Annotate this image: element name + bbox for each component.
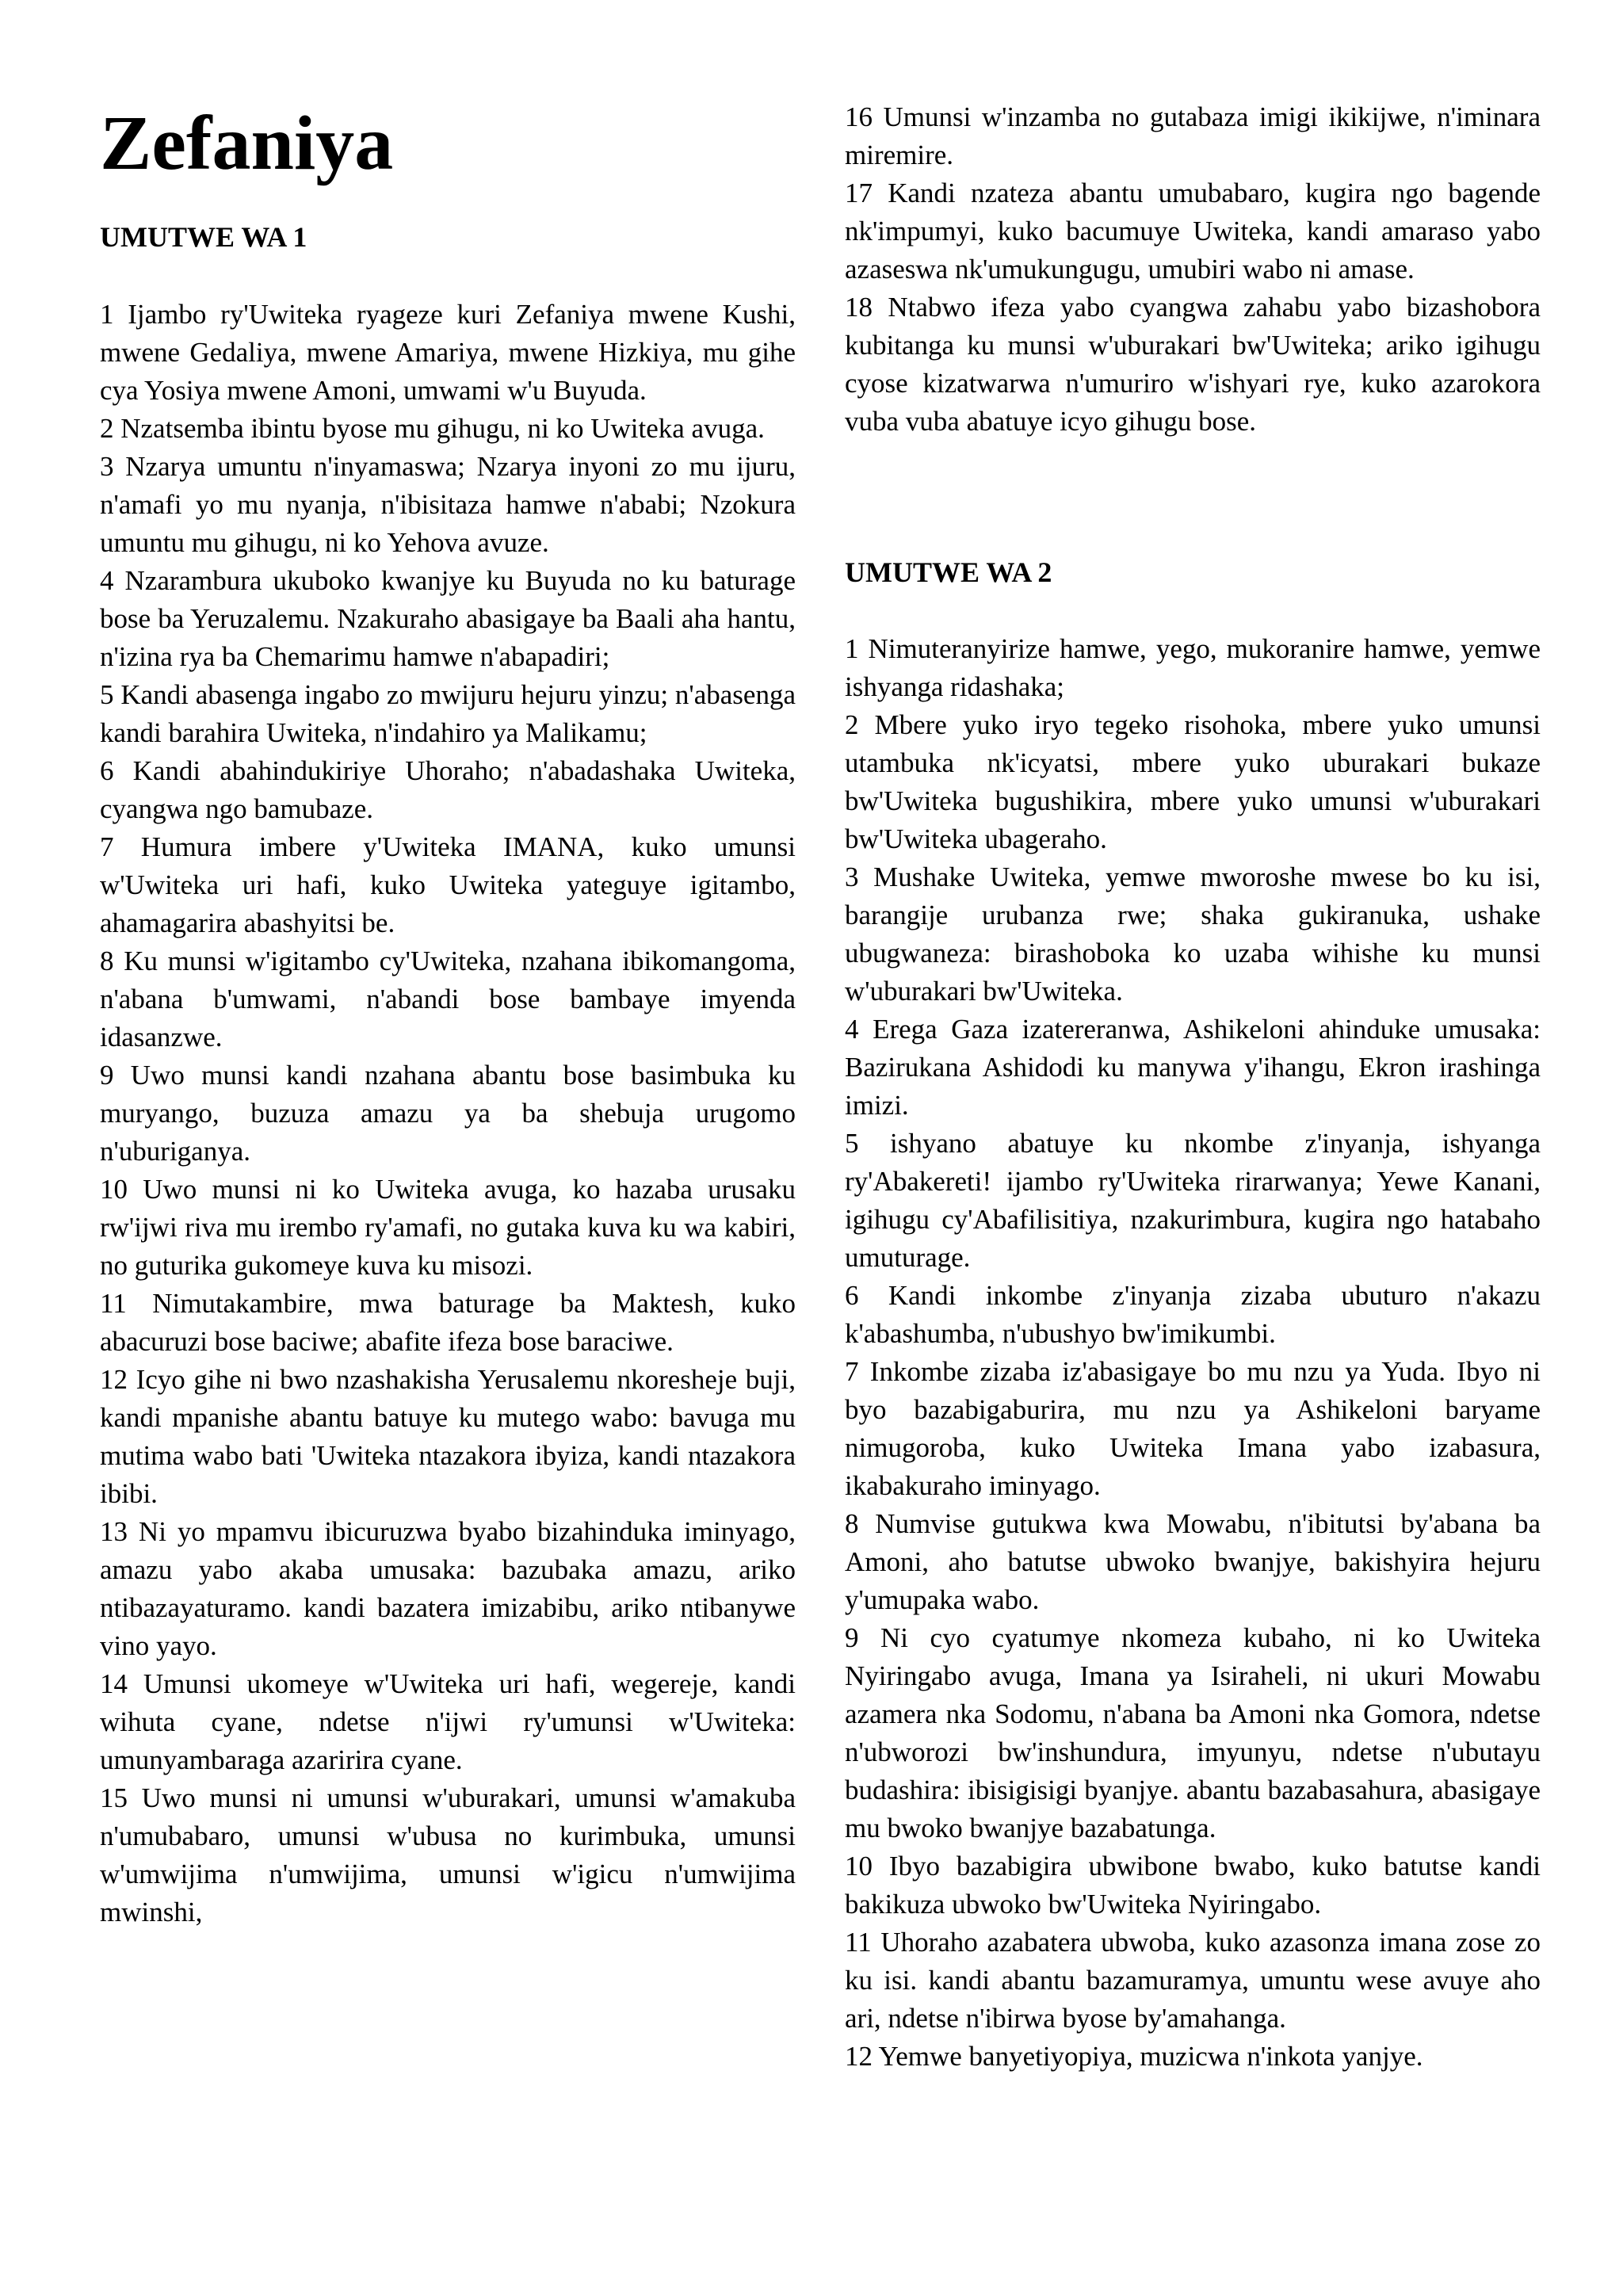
verse: 6 Kandi abahindukiriye Uhoraho; n'abadashaka Uwiteka, cyangwa ngo bamubaze.	[100, 755, 796, 824]
verse: 6 Kandi inkombe z'inyanja zizaba ubuturo n'akazu k'abashumba, n'ubushyo bw'imikumbi.	[845, 1280, 1541, 1349]
verse: 3 Mushake Uwiteka, yemwe mworoshe mwese bo ku isi, barangije urubanza rwe; shaka gukiranuka, ushake ubugwaneza: birashoboka ko uzaba wihishe ku munsi w'uburakari bw'Uwiteka.	[845, 861, 1541, 1007]
verse: 10 Uwo munsi ni ko Uwiteka avuga, ko hazaba urusaku rw'ijwi riva mu irembo ry'amafi, no gutaka kuva ku wa kabiri, no guturika gukomeye kuva ku misozi.	[100, 1174, 796, 1281]
chapter-1-verses-part-2	[845, 98, 1541, 441]
chapter-1-heading: UMUTWE WA 1	[100, 221, 307, 253]
verse: 16 Umunsi w'inzamba no gutabaza imigi ikikijwe, n'iminara miremire.	[845, 101, 1541, 170]
verse: 11 Uhoraho azabatera ubwoba, kuko azasonza imana zose zo ku isi. kandi abantu bazamuramya, umuntu wese avuye aho ari, ndetse n'ibirwa byose by'amahanga.	[845, 1927, 1541, 2034]
chapter-2-verses	[845, 630, 1541, 2076]
verse: 7 Inkombe zizaba iz'abasigaye bo mu nzu ya Yuda. Ibyo ni byo bazabigaburira, mu nzu ya Ashikeloni baryame nimugoroba, kuko Uwiteka Imana yabo izabasura, ikabakuraho iminyago.	[845, 1356, 1541, 1501]
verse: 17 Kandi nzateza abantu umubabaro, kugira ngo bagende nk'impumyi, kuko bacumuye Uwiteka, kandi amaraso yabo azaseswa nk'umukungugu, umubiri wabo ni amase.	[845, 178, 1541, 285]
verse: 1 Nimuteranyirize hamwe, yego, mukoranire hamwe, yemwe ishyanga ridashaka;	[845, 633, 1541, 702]
verse: 13 Ni yo mpamvu ibicuruzwa byabo bizahinduka iminyago, amazu yabo akaba umusaka: bazubaka amazu, ariko ntibazayaturamo. kandi bazatera imizabibu, ariko ntibanywe vino yayo.	[100, 1516, 796, 1661]
verse: 9 Uwo munsi kandi nzahana abantu bose basimbuka ku muryango, buzuza amazu ya ba shebuja urugomo n'uburiganya.	[100, 1060, 796, 1167]
verse: 18 Ntabwo ifeza yabo cyangwa zahabu yabo bizashobora kubitanga ku munsi w'uburakari bw'Uwiteka; ariko igihugu cyose kizatwarwa n'umuriro w'ishyari rye, kuko azarokora vuba vuba abatuye icyo gihugu bose.	[845, 292, 1541, 437]
verse: 8 Ku munsi w'igitambo cy'Uwiteka, nzahana ibikomangoma, n'abana b'umwami, n'abandi bose bambaye imyenda idasanzwe.	[100, 946, 796, 1052]
chapter-1-verses-part-1	[100, 296, 796, 1931]
verse: 4 Nzarambura ukuboko kwanjye ku Buyuda no ku baturage bose ba Yeruzalemu. Nzakuraho abasigaye ba Baali aha hantu, n'izina rya ba Chemarimu hamwe n'abapadiri;	[100, 565, 796, 672]
verse: 2 Mbere yuko iryo tegeko risohoka, mbere yuko umunsi utambuka nk'icyatsi, mbere yuko uburakari bukaze bw'Uwiteka bugushikira, mbere yuko umunsi w'uburakari bw'Uwiteka ubageraho.	[845, 709, 1541, 854]
verse: 15 Uwo munsi ni umunsi w'uburakari, umunsi w'amakuba n'umubabaro, umunsi w'ubusa no kurimbuka, umunsi w'umwijima n'umwijima, umunsi w'igicu n'umwijima mwinshi,	[100, 1782, 796, 1927]
verse: 7 Humura imbere y'Uwiteka IMANA, kuko umunsi w'Uwiteka uri hafi, kuko Uwiteka yateguye igitambo, ahamagarira abashyitsi be.	[100, 831, 796, 938]
verse: 2 Nzatsemba ibintu byose mu gihugu, ni ko Uwiteka avuga.	[100, 413, 765, 444]
verse: 1 Ijambo ry'Uwiteka ryageze kuri Zefaniya mwene Kushi, mwene Gedaliya, mwene Amariya, mwene Hizkiya, mu gihe cya Yosiya mwene Amoni, umwami w'u Buyuda.	[100, 299, 796, 406]
book-title: Zefaniya	[100, 101, 394, 186]
verse: 10 Ibyo bazabigira ubwibone bwabo, kuko batutse kandi bakikuza ubwoko bw'Uwiteka Nyiringabo.	[845, 1851, 1541, 1920]
verse: 9 Ni cyo cyatumye nkomeza kubaho, ni ko Uwiteka Nyiringabo avuga, Imana ya Isiraheli, ni ukuri Mowabu azamera nka Sodomu, n'abana ba Amoni nka Gomora, ndetse n'ubworozi bw'inshundura, imyunyu, ndetse n'ubutayu budashira: ibisigisigi byanjye. abantu bazabasahura, abasigaye mu bwoko bwanjye bazabatunga.	[845, 1622, 1541, 1843]
verse: 5 ishyano abatuye ku nkombe z'inyanja, ishyanga ry'Abakereti! ijambo ry'Uwiteka rirarwanya; Yewe Kanani, igihugu cy'Abafilisitiya, nzakurimbura, kugira ngo hatabaho umuturage.	[845, 1128, 1541, 1273]
verse: 14 Umunsi ukomeye w'Uwiteka uri hafi, wegereje, kandi wihuta cyane, ndetse n'ijwi ry'umunsi w'Uwiteka: umunyambaraga azaririra cyane.	[100, 1668, 796, 1775]
verse: 5 Kandi abasenga ingabo zo mwijuru hejuru yinzu; n'abasenga kandi barahira Uwiteka, n'indahiro ya Malikamu;	[100, 679, 796, 748]
verse: 12 Icyo gihe ni bwo nzashakisha Yerusalemu nkoresheje buji, kandi mpanishe abantu batuye ku mutego wabo: bavuga mu mutima wabo bati 'Uwiteka ntazakora ibyiza, kandi ntazakora ibibi.	[100, 1364, 796, 1509]
verse: 3 Nzarya umuntu n'inyamaswa; Nzarya inyoni zo mu ijuru, n'amafi yo mu nyanja, n'ibisitaza hamwe n'ababi; Nzokura umuntu mu gihugu, ni ko Yehova avuze.	[100, 451, 796, 558]
verse: 4 Erega Gaza izatereranwa, Ashikeloni ahinduke umusaka: Bazirukana Ashidodi ku manywa y'ihangu, Ekron irashinga imizi.	[845, 1014, 1541, 1121]
chapter-2-heading: UMUTWE WA 2	[845, 556, 1052, 588]
verse: 12 Yemwe banyetiyopiya, muzicwa n'inkota yanjye.	[845, 2041, 1423, 2072]
verse: 8 Numvise gutukwa kwa Mowabu, n'ibitutsi by'abana ba Amoni, aho batutse ubwoko bwanjye, bakishyira hejuru y'umupaka wabo.	[845, 1508, 1541, 1615]
verse: 11 Nimutakambire, mwa baturage ba Maktesh, kuko abacuruzi bose baciwe; abafite ifeza bose baraciwe.	[100, 1288, 796, 1357]
